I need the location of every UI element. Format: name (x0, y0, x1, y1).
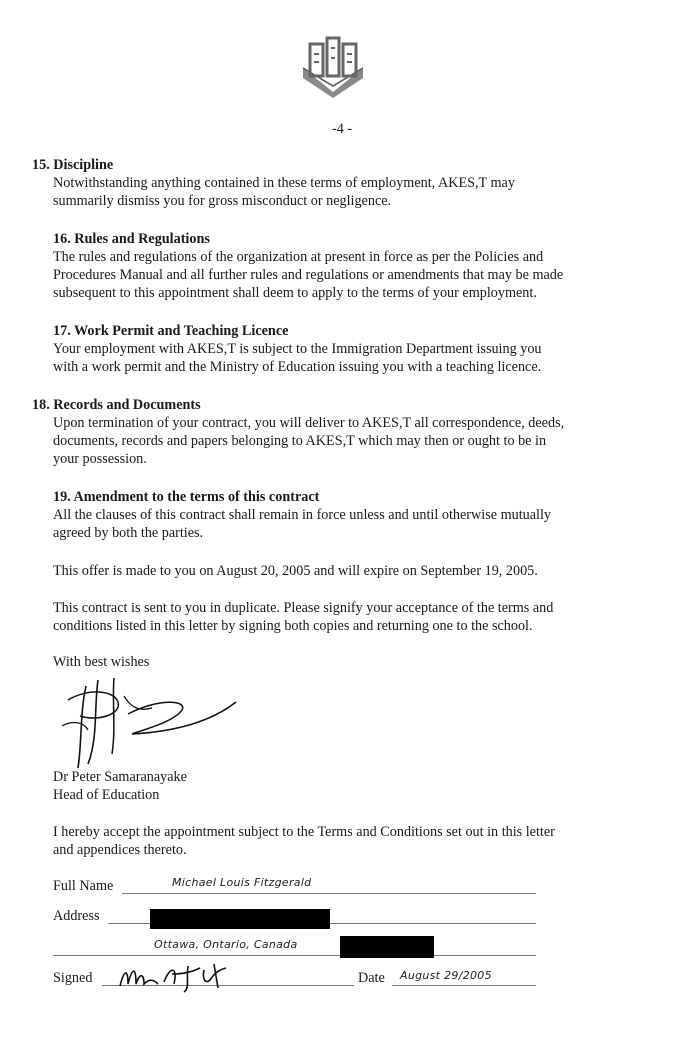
acceptance-text: I hereby accept the appointment subject to the Terms and Conditions set out in this letter (53, 824, 555, 840)
full-name-line (122, 893, 536, 894)
section-heading: 15. Discipline (32, 157, 114, 173)
closing-text: With best wishes (53, 654, 150, 670)
signatory-name: Dr Peter Samaranayake (53, 769, 187, 785)
section-text: documents, records and papers belonging to AKES,T which may then or ought to be in (53, 433, 547, 449)
full-name-value: Michael Louis Fitzgerald (172, 876, 312, 889)
offer-text: This offer is made to you on August 20, 2005 and will expire on September 19, 2005. (53, 563, 538, 579)
signed-label: Signed (53, 970, 93, 986)
signature-icon (58, 672, 248, 772)
section-text: Procedures Manual and all further rules and regulations or amendments that may be made (53, 267, 564, 283)
section-heading: 17. Work Permit and Teaching Licence (53, 323, 289, 339)
applicant-signature-icon (114, 960, 244, 994)
section-text: The rules and regulations of the organization at present in force as per the Policies and (53, 249, 544, 265)
section-text: Notwithstanding anything contained in these terms of employment, AKES,T may (53, 175, 515, 191)
section-text: summarily dismiss you for gross misconduct or negligence. (53, 193, 392, 209)
section-text: subsequent to this appointment shall deem to apply to the terms of your employment. (53, 285, 537, 301)
date-line (392, 985, 536, 986)
redaction-bar (340, 936, 434, 958)
acceptance-text: and appendices thereto. (53, 842, 187, 858)
address-label: Address (53, 908, 100, 924)
date-value: August 29/2005 (400, 969, 492, 982)
signatory-title: Head of Education (53, 787, 160, 803)
address-line-2 (53, 955, 536, 956)
section-text: with a work permit and the Ministry of Education issuing you with a teaching licence. (53, 359, 542, 375)
full-name-label: Full Name (53, 878, 114, 894)
section-text: All the clauses of this contract shall remain in force unless and until otherwise mutually (53, 507, 552, 523)
section-heading: 16. Rules and Regulations (53, 231, 210, 247)
section-text: Your employment with AKES,T is subject to the Immigration Department issuing you (53, 341, 542, 357)
section-text: Upon termination of your contract, you will deliver to AKES,T all correspondence, deeds, (53, 415, 565, 431)
duplicate-text: conditions listed in this letter by signing both copies and returning one to the school. (53, 618, 533, 634)
section-heading: 18. Records and Documents (32, 397, 201, 413)
section-text: agreed by both the parties. (53, 525, 204, 541)
section-text: your possession. (53, 451, 147, 467)
address-line-2-value: Ottawa, Ontario, Canada (154, 938, 298, 951)
date-label: Date (358, 970, 385, 986)
school-logo-icon (300, 34, 366, 98)
duplicate-text: This contract is sent to you in duplicate. Please signify your acceptance of the terms and (53, 600, 554, 616)
redaction-bar (150, 909, 330, 929)
page-number: -4 - (332, 121, 353, 137)
section-heading: 19. Amendment to the terms of this contract (53, 489, 320, 505)
